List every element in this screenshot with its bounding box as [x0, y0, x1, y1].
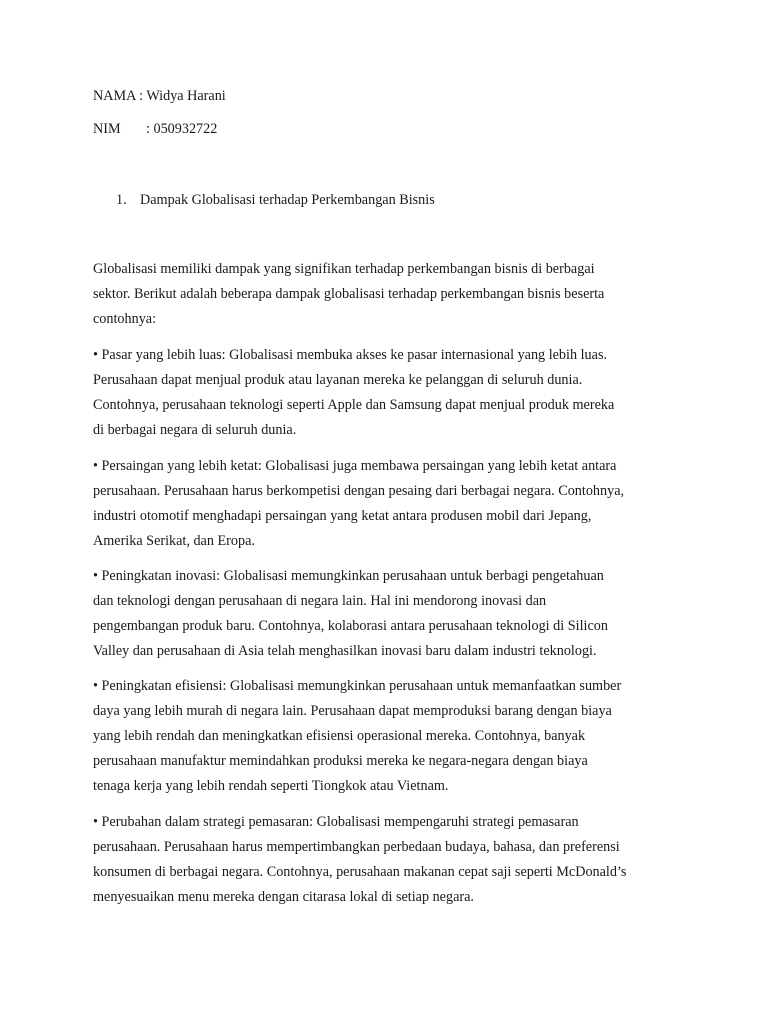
intro-line: sektor. Berikut adalah beberapa dampak globalisasi terhadap perkembangan bisnis beserta	[93, 286, 605, 302]
bullet-line: konsumen di berbagai negara. Contohnya, perusahaan makanan cepat saji seperti McDonald’s	[93, 864, 627, 880]
bullet-paragraph-inovasi	[93, 564, 693, 664]
bullet-line: perusahaan. Perusahaan harus mempertimbangkan perbedaan budaya, bahasa, dan preferensi	[93, 839, 620, 855]
bullet-paragraph-pasar	[93, 343, 693, 443]
bullet-paragraph-persaingan	[93, 454, 693, 554]
nim-value: : 050932722	[146, 121, 218, 137]
bullet-line: • Persaingan yang lebih ketat: Globalisasi juga membawa persaingan yang lebih ketat antara	[93, 458, 617, 474]
bullet-line: perusahaan. Perusahaan harus berkompetisi dengan pesaing dari berbagai negara. Contohnya,	[93, 483, 625, 499]
bullet-line: Perusahaan dapat menjual produk atau layanan mereka ke pelanggan di seluruh dunia.	[93, 372, 583, 388]
bullet-line: dan teknologi dengan perusahaan di negara lain. Hal ini mendorong inovasi dan	[93, 593, 547, 609]
bullet-line: di berbagai negara di seluruh dunia.	[93, 422, 297, 438]
bullet-line: tenaga kerja yang lebih rendah seperti Tiongkok atau Vietnam.	[93, 778, 449, 794]
bullet-line: industri otomotif menghadapi persaingan yang ketat antara produsen mobil dari Jepang,	[93, 508, 592, 524]
section-number: 1.	[116, 192, 127, 208]
student-name-line: NAMA : Widya Harani	[93, 88, 226, 104]
bullet-line: menyesuaikan menu mereka dengan citarasa lokal di setiap negara.	[93, 889, 474, 905]
bullet-line: pengembangan produk baru. Contohnya, kolaborasi antara perusahaan teknologi di Silicon	[93, 618, 608, 634]
bullet-line: • Peningkatan efisiensi: Globalisasi memungkinkan perusahaan untuk memanfaatkan sumber	[93, 678, 622, 694]
bullet-paragraph-efisiensi	[93, 674, 693, 799]
bullet-line: Contohnya, perusahaan teknologi seperti Apple dan Samsung dapat menjual produk mereka	[93, 397, 615, 413]
intro-line: Globalisasi memiliki dampak yang signifikan terhadap perkembangan bisnis di berbagai	[93, 261, 595, 277]
bullet-line: yang lebih rendah dan meningkatkan efisiensi operasional mereka. Contohnya, banyak	[93, 728, 586, 744]
bullet-line: daya yang lebih murah di negara lain. Perusahaan dapat memproduksi barang dengan biaya	[93, 703, 612, 719]
intro-paragraph	[93, 257, 693, 332]
bullet-line: • Peningkatan inovasi: Globalisasi memungkinkan perusahaan untuk berbagi pengetahuan	[93, 568, 604, 584]
bullet-line: • Pasar yang lebih luas: Globalisasi membuka akses ke pasar internasional yang lebih luas.	[93, 347, 608, 363]
section-title: Dampak Globalisasi terhadap Perkembangan Bisnis	[140, 192, 435, 208]
intro-line: contohnya:	[93, 311, 157, 327]
bullet-line: • Perubahan dalam strategi pemasaran: Globalisasi mempengaruhi strategi pemasaran	[93, 814, 579, 830]
bullet-line: Amerika Serikat, dan Eropa.	[93, 533, 255, 549]
bullet-line: Valley dan perusahaan di Asia telah menghasilkan inovasi baru dalam industri teknologi.	[93, 643, 597, 659]
nim-label: NIM	[93, 121, 121, 137]
bullet-line: perusahaan manufaktur memindahkan produksi mereka ke negara-negara dengan biaya	[93, 753, 588, 769]
bullet-paragraph-pemasaran	[93, 810, 693, 910]
